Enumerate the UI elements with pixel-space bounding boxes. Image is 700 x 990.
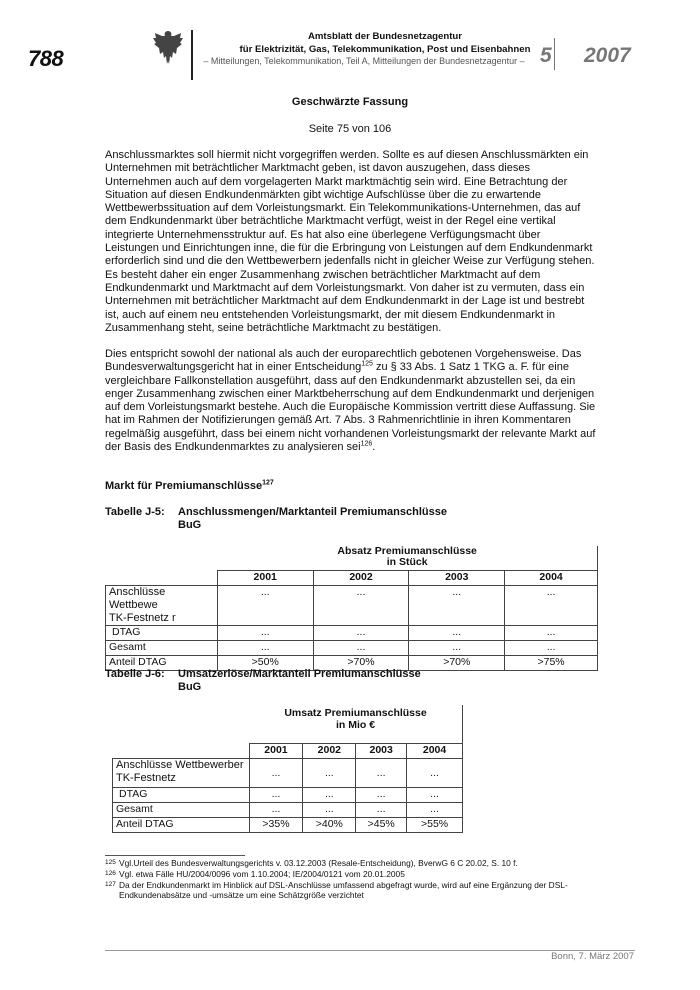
issue-divider <box>554 38 555 70</box>
table-j5-year: 2001 <box>217 571 313 586</box>
paragraph-1-text: Anschlussmarktes soll hiermit nicht vorgegriffen werden. Sollte es auf diesen Anschlussmärkten ein Unternehmen mit beträchtlicher Marktmacht geben, ist davon auszugehen, dass dieses Unternehmen auch auf dem vorgelagerten Markt marktmächtig sein wird. Eine Betrachtung der Situation auf diesen Endkundenmärkten gibt wichtige Aufschlüsse über die zu erwartende Wettbewerbssituation auf dem Vorleistungsmarkt. Ein Telekommunikations-Unternehmen, das auf dem Endkundenmarkt über beträchtliche Marktmacht verfügt, weist in der Regel eine vertikal integrierte Unternehmensstruktur auf. Es hat also eine überlegene Verfügungsmacht über Leistungen und Einrichtungen inne, die für die Erbringung von Leistungen auf dem Endkundenmarkt erforderlich sind und die den Wettbewerbern jedenfalls nicht in gleicher Weise zur Verfügung stehen. Es besteht daher ein enger Zusammenhang zwischen beträchtlicher Marktmacht auf dem Endkundenmarkt und Marktmacht auf dem Vorleistungsmarkt. Von daher ist zu vermuten, dass ein Unternehmen mit beträchtlicher Marktmacht auf dem Endkundenmarkt in der Lage ist und bestrebt ist, auch auf einem neu entstehenden Vorleistungsmarkt, der mit diesem Endkundenmarkt in Zusammenhang steht, seine beträchtliche Marktmacht zu bestätigen. <box>105 149 595 334</box>
table-j5-year: 2004 <box>505 571 598 586</box>
footnote-ref-127[interactable]: 127 <box>262 479 274 487</box>
table-row: Anteil DTAG >35% >40% >45% >55% <box>113 818 463 833</box>
table-row: Anschlüsse Wettbewe TK-Festnetz r ... ... ... ... <box>106 586 598 626</box>
table-row: Gesamt ... ... ... ... <box>113 803 463 818</box>
table-row: DTAG ... ... ... ... <box>106 626 598 641</box>
footnote-126: 126 Vgl. etwa Fälle HU/2004/0096 vom 1.10.2004; IE/2004/0121 vom 20.01.2005 <box>105 869 405 879</box>
journal-title-line1: Amtsblatt der Bundesnetzagentur <box>307 31 463 42</box>
table-j6-year: 2004 <box>407 744 463 759</box>
table-row: DTAG ... ... ... ... <box>113 788 463 803</box>
table-j5-caption <box>105 506 447 532</box>
footnote-125: 125 Vgl.Urteil des Bundesverwaltungsgerichts v. 03.12.2003 (Resale-Entscheidung), BverwG 6 C 20.02, S. 10 f. <box>105 858 518 868</box>
table-j6-caption-line2: BuG <box>178 681 202 693</box>
table-j6-year: 2001 <box>249 744 303 759</box>
table-j5-year: 2002 <box>313 571 409 586</box>
issue-number: 5 <box>540 44 552 67</box>
header-divider <box>191 30 193 80</box>
table-j6-header: Umsatz Premiumanschlüsse in Mio € <box>249 705 462 744</box>
footer-date: Bonn, 7. März 2007 <box>551 951 634 962</box>
journal-title-line2: für Elektrizität, Gas, Telekommunikation, Post und Eisenbahnen <box>239 43 531 55</box>
footnote-divider <box>105 855 245 856</box>
table-j5-caption-line1: Anschlussmengen/Marktanteil Premiumanschlüsse <box>178 506 447 518</box>
paragraph-1 <box>105 149 597 335</box>
table-j6-year: 2002 <box>303 744 356 759</box>
table-j5-label: Tabelle J-5: <box>105 506 165 518</box>
table-j6-caption <box>105 668 421 694</box>
table-j5-header: Absatz Premiumanschlüsse in Stück <box>217 546 597 571</box>
page-info: Seite 75 von 106 <box>308 123 392 135</box>
section-heading <box>105 480 274 492</box>
table-j6-label: Tabelle J-6: <box>105 668 165 680</box>
page-number: 788 <box>28 46 64 71</box>
table-j6-year: 2003 <box>356 744 407 759</box>
paragraph-2-text-c: . <box>372 441 376 454</box>
paragraph-2 <box>105 348 597 454</box>
journal-subtitle: – Mitteilungen, Telekommunikation, Teil A, Mitteilungen der Bundesnetzagentur – <box>203 56 525 66</box>
section-title: Markt für Premiumanschlüsse <box>105 480 263 492</box>
paragraph-2-text-a: Dies entspricht sowohl der national als auch der europarechtlich gebotenen Vorgehensweise. Das Bundesverwaltungsgericht hat in einer Entscheidung <box>105 348 582 374</box>
doc-title: Geschwärzte Fassung <box>291 96 409 108</box>
footnote-ref-126[interactable]: 126 <box>360 440 373 448</box>
table-j5-year: 2003 <box>409 571 505 586</box>
table-j6-caption-line1: Umsatzerlöse/Marktanteil Premiumanschlüsse <box>178 668 421 680</box>
table-j6 <box>112 705 463 833</box>
table-j5 <box>105 546 598 671</box>
table-row: Anteil DTAG >50% >70% >70% >75% <box>106 656 598 671</box>
issue-year: 2007 <box>584 44 631 67</box>
journal-title <box>200 31 570 56</box>
table-j5-caption-line2: BuG <box>178 519 202 531</box>
paragraph-2-text-b: zu § 33 Abs. 1 Satz 1 TKG a. F. für eine vergleichbare Fallkonstellation ausgeführt, dass auf den Endkundenmarkt abzustellen sei, da ein enger Zusammenhang zwischen einer Marktbeherrschung auf dem Endkundenmarkt und derjenigen auf dem Vorleistungsmarkt bestehe. Auch die Europäische Kommission vertritt diese Auffassung. Sie hat im Rahmen der Notifizierungen gemäß Art. 7 Abs. 3 Rahmenrichtlinie in ihren Kommentaren regelmäßig ausgeführt, dass bei einem nicht vorhandenen Vorleistungsmarkt der relevante Markt auf der Basis des Endkundenmarktes zu analysieren sei <box>105 361 596 454</box>
federal-eagle-icon <box>152 28 184 68</box>
footnote-ref-125[interactable]: 125 <box>361 360 373 368</box>
table-row: Gesamt ... ... ... ... <box>106 641 598 656</box>
footnote-127: 127 Da der Endkundenmarkt im Hinblick auf DSL-Anschlüsse umfassend abgefragt wurde, wird auf eine Ergänzung der DSL-Endkundenabsätze und -umsätze um eine Schätzgröße verzichtet <box>105 880 568 900</box>
table-row: Anschlüsse Wettbewerber TK-Festnetz ... ... ... ... <box>113 759 463 788</box>
